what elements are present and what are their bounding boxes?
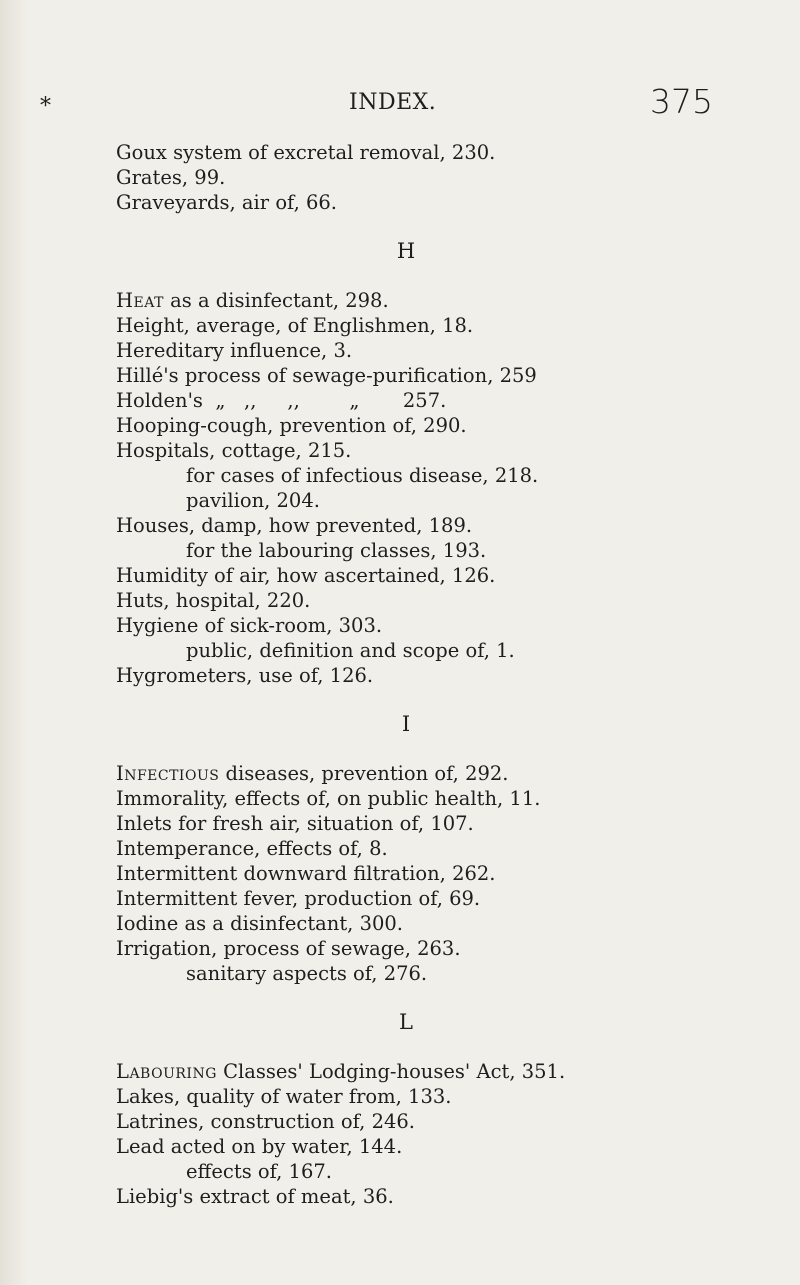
index-entry [116, 786, 756, 811]
index-entry [116, 438, 756, 463]
running-header [0, 72, 800, 132]
index-subentry [116, 488, 756, 513]
index-entry [116, 563, 756, 588]
entry-text: Immorality, effects of, on public health, 11. [116, 787, 541, 810]
entry-text: Humidity of air, how ascertained, 126. [116, 564, 496, 587]
entry-text: pavilion, 204. [186, 489, 320, 512]
entry-lead-word: Infectious [116, 762, 220, 785]
page-number: 375 [650, 82, 713, 121]
entry-text: Iodine as a disinfectant, 300. [116, 912, 403, 935]
entry-text: Goux system of excretal removal, 230. [116, 141, 496, 164]
entry-lead-word: Heat [116, 289, 164, 312]
index-entry [116, 588, 756, 613]
index-entry [116, 861, 756, 886]
index-entry [116, 140, 756, 165]
entry-text: Classes' Lodging-houses' Act, 351. [216, 1060, 566, 1083]
entry-text: Lakes, quality of water from, 133. [116, 1085, 452, 1108]
entry-text: Hygrometers, use of, 126. [116, 664, 374, 687]
entry-text: Hygiene of sick-room, 303. [116, 614, 383, 637]
entry-text: Latrines, construction of, 246. [116, 1110, 415, 1133]
index-entry [116, 811, 756, 836]
index-subentry [116, 638, 756, 663]
index-subentry [116, 961, 756, 986]
entry-text: diseases, prevention of, 292. [219, 762, 509, 785]
index-entry [116, 886, 756, 911]
entry-text: as a disinfectant, 298. [163, 289, 389, 312]
entry-text: Liebig's extract of meat, 36. [116, 1185, 394, 1208]
index-subentry [116, 463, 756, 488]
entry-text: Intermittent fever, production of, 69. [116, 887, 481, 910]
entry-text: Intemperance, effects of, 8. [116, 837, 388, 860]
entry-text: for cases of infectious disease, 218. [186, 464, 539, 487]
index-entry [116, 165, 756, 190]
entry-text: Grates, 99. [116, 166, 226, 189]
entry-text: Houses, damp, how prevented, 189. [116, 514, 473, 537]
entry-text: Hereditary influence, 3. [116, 339, 353, 362]
entry-text: Hillé's process of sewage-purification, 259 [116, 364, 537, 387]
entry-text: Height, average, of Englishmen, 18. [116, 314, 474, 337]
section-letter: L [399, 1010, 413, 1034]
index-entry [116, 363, 756, 388]
section-letter: H [396, 239, 416, 263]
entry-text: Intermittent downward filtration, 262. [116, 862, 496, 885]
index-entry [116, 513, 756, 538]
index-entry [116, 413, 756, 438]
entry-text: Holden's „ ,, ,, „ 257. [116, 389, 447, 412]
entry-text: sanitary aspects of, 276. [186, 962, 428, 985]
index-entry [116, 338, 756, 363]
entry-text: Graveyards, air of, 66. [116, 191, 337, 214]
entry-text: Hospitals, cottage, 215. [116, 439, 352, 462]
entry-text: Irrigation, process of sewage, 263. [116, 937, 461, 960]
index-entry [116, 388, 756, 413]
section-letter: I [401, 712, 411, 736]
entry-text: public, definition and scope of, 1. [186, 639, 515, 662]
index-entry [116, 836, 756, 861]
page-edge-shadow [0, 0, 28, 1285]
section-marker: * [40, 94, 51, 119]
index-entry [116, 313, 756, 338]
index-subentry [116, 538, 756, 563]
entry-text: for the labouring classes, 193. [186, 539, 487, 562]
index-entry [116, 1184, 756, 1209]
index-entry [116, 936, 756, 961]
entry-text: Huts, hospital, 220. [116, 589, 311, 612]
index-entry [116, 911, 756, 936]
entry-lead-word: Labouring [116, 1060, 217, 1083]
running-title: INDEX. [349, 90, 437, 115]
index-entry [116, 190, 756, 215]
index-entry [116, 288, 756, 313]
entry-text: Lead acted on by water, 144. [116, 1135, 403, 1158]
index-entry [116, 1084, 756, 1109]
index-entry [116, 663, 756, 688]
index-entry [116, 1059, 756, 1084]
index-subentry [116, 1159, 756, 1184]
index-entry [116, 613, 756, 638]
index-entry [116, 1109, 756, 1134]
entry-text: Hooping-cough, prevention of, 290. [116, 414, 467, 437]
entry-text: effects of, 167. [186, 1160, 332, 1183]
entry-text: Inlets for fresh air, situation of, 107. [116, 812, 474, 835]
index-entry [116, 761, 756, 786]
index-body [116, 140, 756, 1209]
index-entry [116, 1134, 756, 1159]
